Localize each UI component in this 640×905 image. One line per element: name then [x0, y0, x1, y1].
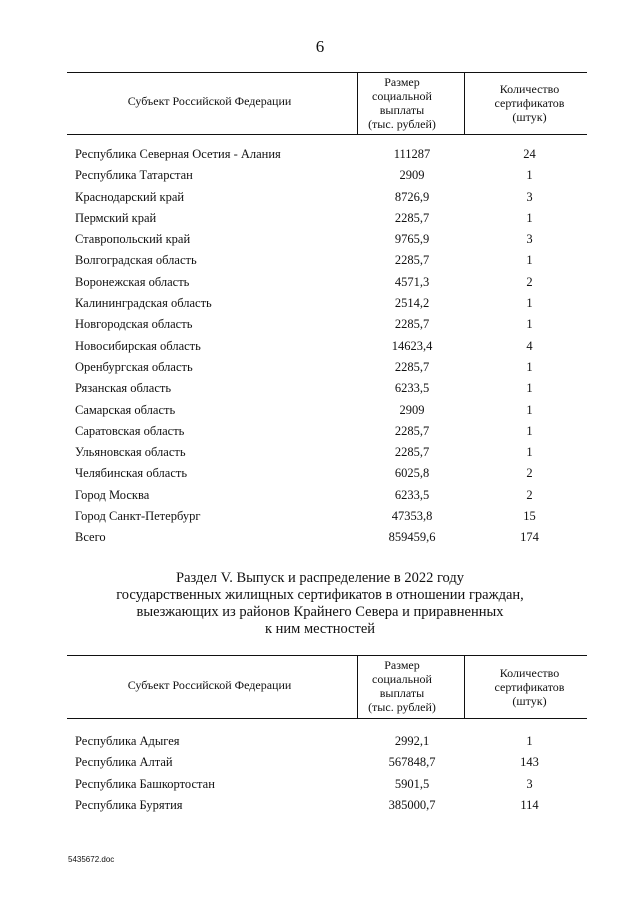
payment-amount: 6233,5	[394, 381, 430, 396]
subject-name: Волгоградская область	[75, 253, 197, 268]
header-line: сертификатов	[494, 96, 565, 110]
payment-amount: 385000,7	[388, 797, 436, 812]
subject-name: Республика Татарстан	[75, 168, 193, 183]
table-row	[67, 403, 587, 424]
table1-header-amount	[352, 75, 452, 131]
payment-amount: 111287	[393, 147, 431, 161]
header-line: (штук)	[512, 694, 547, 708]
total-row	[67, 530, 587, 551]
table-row	[67, 211, 587, 232]
certificate-count: 3	[526, 232, 533, 247]
table-row	[67, 317, 587, 338]
table2-body	[67, 734, 587, 819]
payment-amount: 6233,5	[394, 487, 430, 502]
table-row	[67, 296, 587, 317]
certificate-count: 2	[526, 466, 533, 481]
table2-col-divider	[464, 655, 465, 718]
header-line: социальной	[372, 89, 432, 103]
payment-amount: 567848,7	[388, 755, 436, 770]
section-title-line: выезжающих из районов Крайнего Севера и приравненных	[136, 604, 504, 620]
certificate-count: 24	[523, 147, 536, 161]
payment-amount: 9765,9	[394, 232, 430, 247]
table-row	[67, 777, 587, 798]
payment-amount: 2909	[399, 402, 425, 417]
subject-name: Пермский край	[75, 210, 157, 225]
table-row	[67, 147, 587, 168]
payment-amount: 14623,4	[391, 338, 433, 353]
payment-amount: 2285,7	[394, 359, 430, 374]
table-row	[67, 275, 587, 296]
subject-name: Город Санкт-Петербург	[75, 509, 201, 524]
subject-name: Республика Адыгея	[75, 734, 180, 748]
page-number: 6	[315, 37, 325, 56]
certificate-count: 1	[526, 210, 533, 225]
table-row	[67, 339, 587, 360]
table-row	[67, 168, 587, 189]
subject-name: Новосибирская область	[75, 338, 201, 353]
certificate-count: 114	[520, 797, 539, 812]
payment-amount: 2909	[399, 168, 425, 183]
certificate-count: 1	[526, 445, 533, 460]
table2-header	[67, 655, 587, 718]
payment-amount: 6025,8	[394, 466, 430, 481]
section-title-line: Раздел V. Выпуск и распределение в 2022 году	[176, 570, 464, 586]
table1-col-divider	[464, 72, 465, 134]
table-row	[67, 798, 587, 819]
table-row	[67, 190, 587, 211]
header-line: (штук)	[512, 110, 547, 124]
payment-amount: 2285,7	[394, 253, 430, 268]
certificate-count: 1	[526, 253, 533, 268]
header-line: социальной	[372, 672, 432, 686]
payment-amount: 2514,2	[394, 296, 430, 311]
certificate-count: 1	[526, 402, 533, 417]
table2-col-divider	[357, 655, 358, 718]
certificate-count: 1	[526, 381, 533, 396]
document-filename: 5435672.doc	[68, 855, 115, 864]
table1-body	[67, 147, 587, 552]
certificate-count: 3	[526, 776, 533, 791]
table-row	[67, 734, 587, 755]
total-label: Всего	[75, 530, 106, 545]
certificate-count: 15	[523, 509, 536, 524]
total-amount: 859459,6	[388, 530, 436, 545]
subject-name: Оренбургская область	[75, 359, 193, 374]
table-row	[67, 424, 587, 445]
section-title	[0, 570, 640, 638]
payment-amount: 2992,1	[394, 734, 430, 748]
header-line: Количество	[499, 666, 560, 680]
table-row	[67, 381, 587, 402]
table-row	[67, 253, 587, 274]
payment-amount: 47353,8	[391, 509, 433, 524]
header-line: (тыс. рублей)	[368, 117, 436, 131]
table-row	[67, 466, 587, 487]
header-line: Размер	[384, 75, 420, 89]
table-row	[67, 488, 587, 509]
table1-header-subject: Субъект Российской Федерации	[127, 94, 292, 108]
section-title-line: государственных жилищных сертификатов в отношении граждан,	[116, 587, 524, 603]
subject-name: Город Москва	[75, 487, 150, 502]
table1-header-rule	[67, 134, 587, 135]
subject-name: Ульяновская область	[75, 445, 186, 460]
table1-header-count	[472, 82, 587, 124]
table2-header-rule	[67, 718, 587, 719]
certificate-count: 3	[526, 189, 533, 204]
subject-name: Самарская область	[75, 402, 176, 417]
certificate-count: 1	[526, 296, 533, 311]
payment-amount: 5901,5	[394, 776, 430, 791]
total-count: 174	[520, 530, 539, 545]
certificate-count: 1	[526, 317, 533, 332]
table-row	[67, 509, 587, 530]
header-line: Размер	[384, 658, 420, 672]
certificate-count: 2	[526, 487, 533, 502]
subject-name: Республика Северная Осетия - Алания	[75, 147, 281, 161]
table1-header	[67, 72, 587, 134]
certificate-count: 1	[526, 734, 533, 748]
payment-amount: 2285,7	[394, 423, 430, 438]
subject-name: Калининградская область	[75, 296, 212, 311]
table-row	[67, 755, 587, 776]
header-line: (тыс. рублей)	[368, 700, 436, 714]
header-line: выплаты	[379, 686, 425, 700]
section-title-line: к ним местностей	[264, 621, 376, 637]
payment-amount: 2285,7	[394, 317, 430, 332]
subject-name: Республика Бурятия	[75, 797, 183, 812]
table2-header-subject: Субъект Российской Федерации	[127, 678, 292, 692]
table-row	[67, 360, 587, 381]
payment-amount: 2285,7	[394, 210, 430, 225]
payment-amount: 8726,9	[394, 189, 430, 204]
subject-name: Челябинская область	[75, 466, 188, 481]
subject-name: Республика Алтай	[75, 755, 173, 770]
subject-name: Краснодарский край	[75, 189, 185, 204]
certificate-count: 1	[526, 423, 533, 438]
subject-name: Новгородская область	[75, 317, 193, 332]
subject-name: Саратовская область	[75, 423, 185, 438]
subject-name: Рязанская область	[75, 381, 172, 396]
table-row	[67, 232, 587, 253]
certificate-count: 143	[520, 755, 539, 770]
certificate-count: 4	[526, 338, 533, 353]
certificate-count: 2	[526, 274, 533, 289]
table1-col-divider	[357, 72, 358, 134]
certificate-count: 1	[526, 359, 533, 374]
header-line: Количество	[499, 82, 560, 96]
header-line: выплаты	[379, 103, 425, 117]
table-row	[67, 445, 587, 466]
payment-amount: 4571,3	[394, 274, 430, 289]
certificate-count: 1	[526, 168, 533, 183]
header-line: сертификатов	[494, 680, 565, 694]
table2-header-amount	[352, 658, 452, 714]
subject-name: Республика Башкортостан	[75, 776, 215, 791]
table2-header-count	[472, 666, 587, 708]
subject-name: Воронежская область	[75, 274, 190, 289]
subject-name: Ставропольский край	[75, 232, 191, 247]
payment-amount: 2285,7	[394, 445, 430, 460]
